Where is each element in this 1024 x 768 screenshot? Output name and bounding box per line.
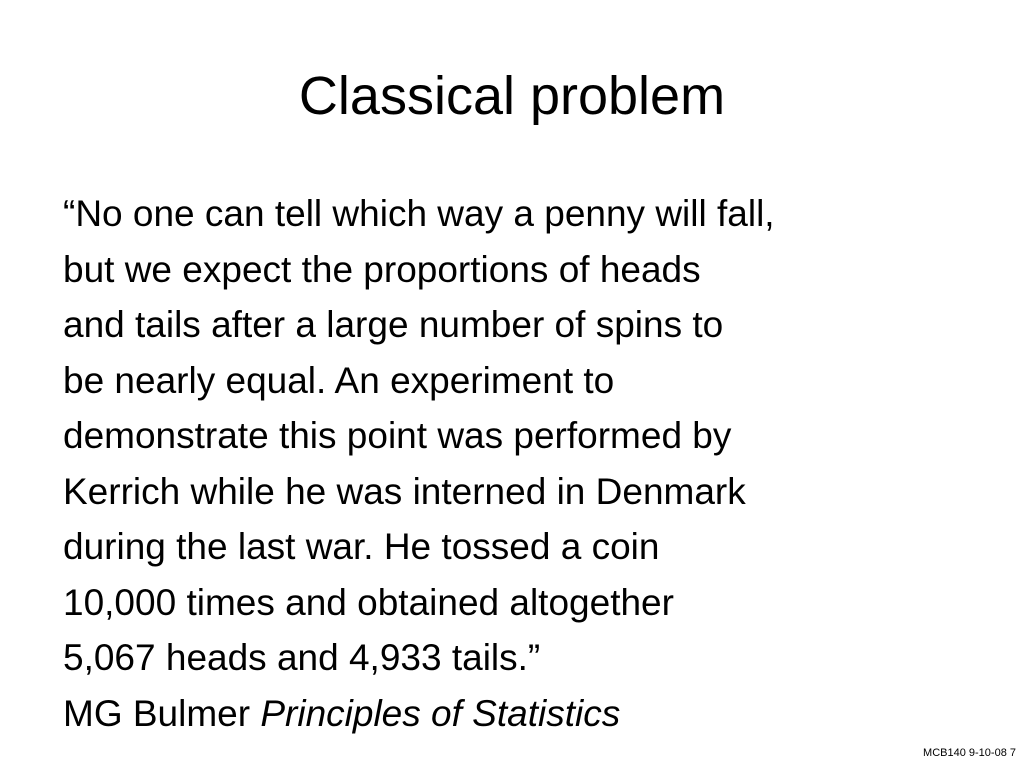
quote-line: 10,000 times and obtained altogether [63,581,674,623]
quote-line: 5,067 heads and 4,933 tails.” [63,637,541,678]
quote-line: and tails after a large number of spins to [63,304,724,345]
slide-footer: MCB140 9-10-08 7 [923,747,1016,759]
slide-title: Classical problem [298,66,726,126]
quote-line: Kerrich while he was interned in Denmark [63,470,746,512]
quote-line: but we expect the proportions of heads [63,248,701,290]
quote-line: demonstrate this point was performed by [63,415,732,456]
quote-line: be nearly equal. An experiment to [63,359,615,401]
quote-line: “No one can tell which way a penny will fall, [63,193,775,234]
citation-author: MG Bulmer [63,693,251,734]
citation [63,686,620,741]
quote-paragraph [63,186,1001,686]
quote-line: during the last war. He tossed a coin [63,526,660,567]
citation-book-title: Principles of Statistics [260,693,621,734]
